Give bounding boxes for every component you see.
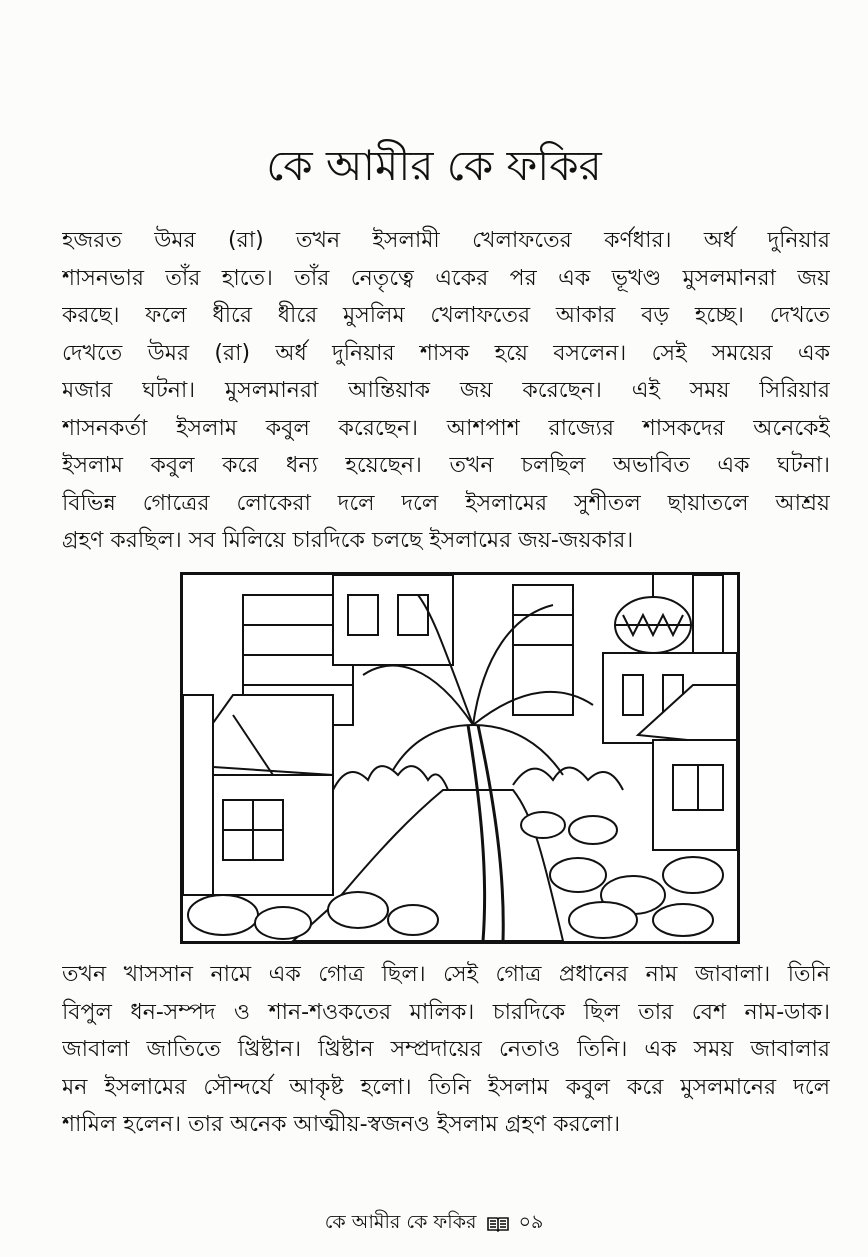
text-line: ইসলাম কবুল করে ধন্য হয়েছেন। তখন চলছিল অভাবিত এক ঘটনা। [62,453,830,478]
paragraph-2 [62,956,830,1144]
text-line: বিভিন্ন গোত্রের লোকেরা দলে দলে ইসলামের সুশীতল ছায়াতলে আশ্রয় [62,490,830,516]
text-line: মজার ঘটনা। মুসলমানরা আন্তিয়াক জয় করেছেন। এই সময় সিরিয়ার [62,378,830,403]
open-book-icon [487,1216,509,1232]
page-number: ০৯ [518,1211,544,1233]
text-line: জাবালা জাতিতে খ্রিষ্টান। খ্রিষ্টান সম্প্রদায়ের নেতাও তিনি। এক সময় জাবালার [62,1037,830,1062]
text-line: শাসনভার তাঁর হাতে। তাঁর নেতৃত্বে একের পর এক ভূখণ্ড মুসলমানরা জয় [62,265,830,291]
text-line: মন ইসলামের সৌন্দর্যে আকৃষ্ট হলো। তিনি ইসলাম কবুল করে মুসলমানের দলে [62,1074,830,1100]
text-line: হজরত উমর (রা) তখন ইসলামী খেলাফতের কর্ণধার। অর্ধ দুনিয়ার [62,228,830,253]
paragraph-1 [62,222,830,560]
text-line: গ্রহণ করছিল। সব মিলিয়ে চারদিকে চলছে ইসলামের জয়-জয়কার। [62,528,634,553]
page-footer [0,1208,868,1240]
text-line: বিপুল ধন-সম্পদ ও শান-শওকতের মালিক। চারদিকে ছিল তার বেশ নাম-ডাক। [62,999,830,1025]
town-street-palm-tree-illustration [180,572,740,944]
text-line: করছে। ফলে ধীরে ধীরে মুসলিম খেলাফতের আকার বড় হচ্ছে। দেখতে [62,303,830,328]
text-line: দেখতে উমর (রা) অর্ধ দুনিয়ার শাসক হয়ে বসলেন। সেই সময়ের এক [62,340,830,366]
footer-title: কে আমীর কে ফকির [324,1211,477,1233]
page-title: কে আমীর কে ফকির [266,141,602,190]
text-line: তখন খাসসান নামে এক গোত্র ছিল। সেই গোত্র প্রধানের নাম জাবালা। তিনি [62,962,830,987]
text-line: শামিল হলেন। তার অনেক আত্মীয়-স্বজনও ইসলাম গ্রহণ করলো। [62,1112,621,1137]
text-line: শাসনকর্তা ইসলাম কবুল করেছেন। আশপাশ রাজ্যের শাসকদের অনেকেই [62,415,830,441]
